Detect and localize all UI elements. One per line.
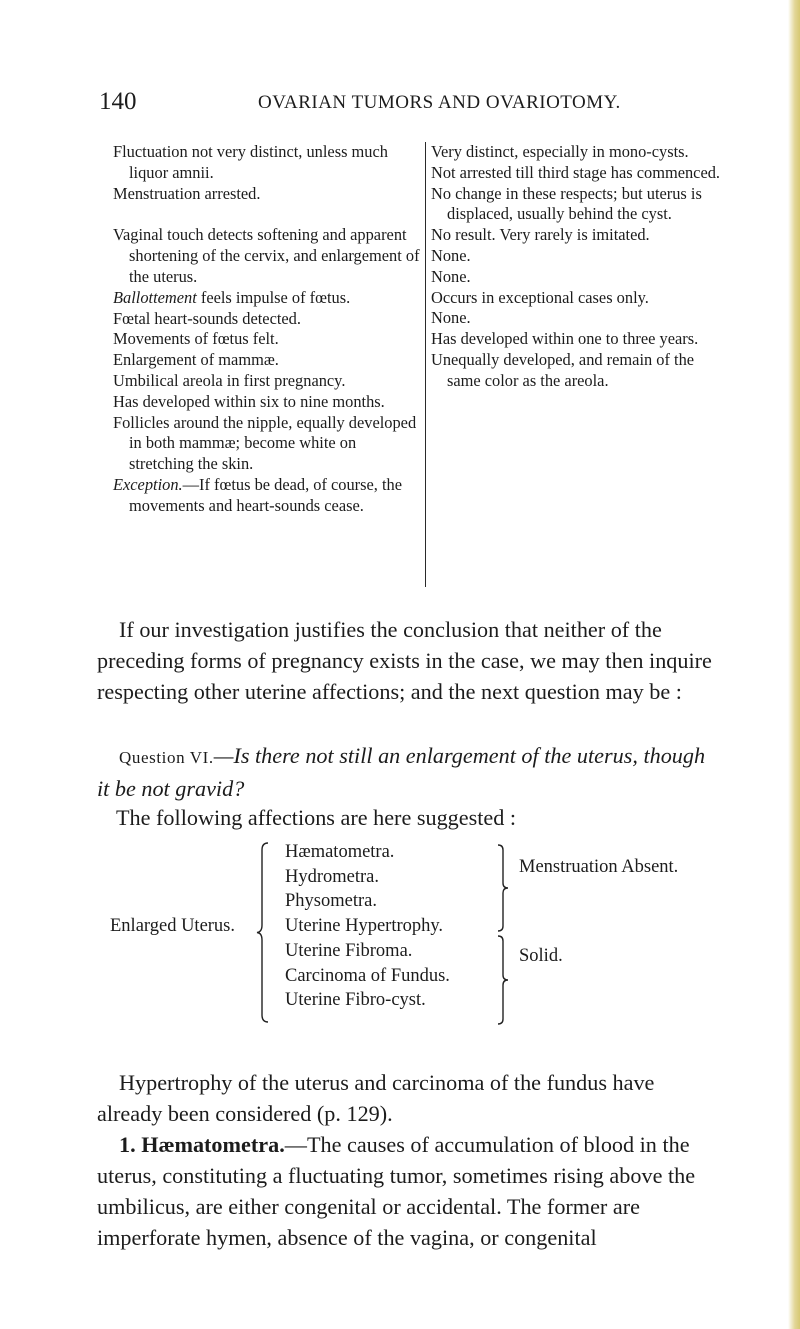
question-label: Question VI. bbox=[119, 748, 214, 767]
comparison-left-column bbox=[113, 142, 421, 517]
comparison-left-row: Vaginal touch detects softening and apparent shortening of the cervix, and enlargement of the uterus. bbox=[113, 225, 420, 286]
haematometra-paragraph bbox=[97, 1129, 722, 1253]
comparison-left-row: Menstruation arrested. bbox=[113, 183, 261, 203]
comparison-right-row: None. bbox=[431, 308, 471, 328]
comparison-right-row: Unequally developed, and remain of the same color as the areola. bbox=[431, 349, 695, 390]
comparison-right-row: None. bbox=[431, 266, 471, 286]
comparison-right-row: Not arrested till third stage has commenced. bbox=[431, 162, 721, 182]
menstruation-absent-label: Menstruation Absent. bbox=[519, 857, 679, 877]
question-text: —Is there not still an enlargement of the uterus, though it be not gravid? bbox=[97, 743, 706, 801]
affection-item: Hæmatometra. bbox=[285, 842, 395, 862]
affection-item: Physometra. bbox=[285, 891, 377, 912]
affection-item: Uterine Hypertrophy. bbox=[285, 916, 444, 937]
comparison-left-row: Umbilical areola in first pregnancy. bbox=[113, 370, 346, 390]
comparison-left-row: Has developed within six to nine months. bbox=[113, 391, 385, 411]
comparison-left-row bbox=[113, 475, 421, 517]
enlarged-uterus-label: Enlarged Uterus. bbox=[110, 916, 236, 936]
comparison-left-row: Movements of fœtus felt. bbox=[113, 329, 279, 349]
haematometra-text: —The causes of accumulation of blood in the uterus, constituting a fluctuating tumor, sometimes rising above the umbilicus, are either congenital or accidental. The former are imperforate hymen, absence of the vagina, or congenital bbox=[97, 1132, 696, 1250]
comparison-right-row: No result. Very rarely is imitated. bbox=[431, 225, 650, 245]
page-edge-discoloration bbox=[788, 0, 800, 1329]
comparison-left-row bbox=[113, 288, 421, 309]
column-divider bbox=[425, 142, 426, 587]
solid-label: Solid. bbox=[519, 946, 563, 966]
suggested-paragraph: The following affections are here suggested : bbox=[116, 805, 517, 830]
comparison-right-column bbox=[431, 142, 721, 392]
classification-table bbox=[0, 840, 800, 1040]
question-paragraph bbox=[97, 740, 722, 804]
row-text: —If fœtus be dead, of course, the movements and heart-sounds cease. bbox=[129, 474, 403, 515]
haematometra-term: Hæmatometra. bbox=[141, 1132, 285, 1157]
section-number: 1. bbox=[119, 1132, 136, 1157]
comparison-right-row: None. bbox=[431, 245, 471, 265]
affections-list bbox=[285, 840, 450, 1013]
comparison-right-row: Has developed within one to three years. bbox=[431, 329, 699, 349]
affection-item: Hydrometra. bbox=[285, 866, 380, 887]
page-header bbox=[0, 88, 800, 124]
comparison-table bbox=[113, 142, 721, 592]
running-title: OVARIAN TUMORS AND OVARIOTOMY. bbox=[258, 92, 621, 113]
term-italic: Ballottement bbox=[113, 287, 197, 307]
affection-item: Uterine Fibroma. bbox=[285, 940, 413, 961]
comparison-left-row: Enlargement of mammæ. bbox=[113, 350, 279, 370]
comparison-left-row: Follicles around the nipple, equally developed in both mammæ; become white on stretching the skin. bbox=[113, 412, 417, 474]
affection-item: Uterine Fibro-cyst. bbox=[285, 990, 426, 1011]
affection-item: Carcinoma of Fundus. bbox=[285, 965, 450, 986]
right-brace-menstruation bbox=[496, 844, 510, 932]
row-text: feels impulse of fœtus. bbox=[196, 287, 351, 307]
term-italic: Exception. bbox=[113, 474, 183, 494]
page-number: 140 bbox=[99, 88, 137, 115]
comparison-right-row: Occurs in exceptional cases only. bbox=[431, 287, 649, 307]
comparison-left-row: Fluctuation not very distinct, unless much liquor amnii. bbox=[113, 142, 388, 182]
right-brace-solid bbox=[496, 935, 510, 1025]
comparison-left-row: Fœtal heart-sounds detected. bbox=[113, 308, 301, 328]
comparison-right-row: Very distinct, especially in mono-cysts. bbox=[431, 142, 689, 161]
investigation-paragraph: If our investigation justifies the conclusion that neither of the preceding forms of pregnancy exists in the case, we may then inquire respecting other uterine affections; and the next question may be : bbox=[97, 617, 712, 704]
hypertrophy-paragraph: Hypertrophy of the uterus and carcinoma of the fundus have already been considered (p. 129). bbox=[97, 1070, 655, 1126]
left-brace bbox=[256, 842, 270, 1023]
comparison-right-row: No change in these respects; but uterus is displaced, usually behind the cyst. bbox=[431, 183, 702, 224]
